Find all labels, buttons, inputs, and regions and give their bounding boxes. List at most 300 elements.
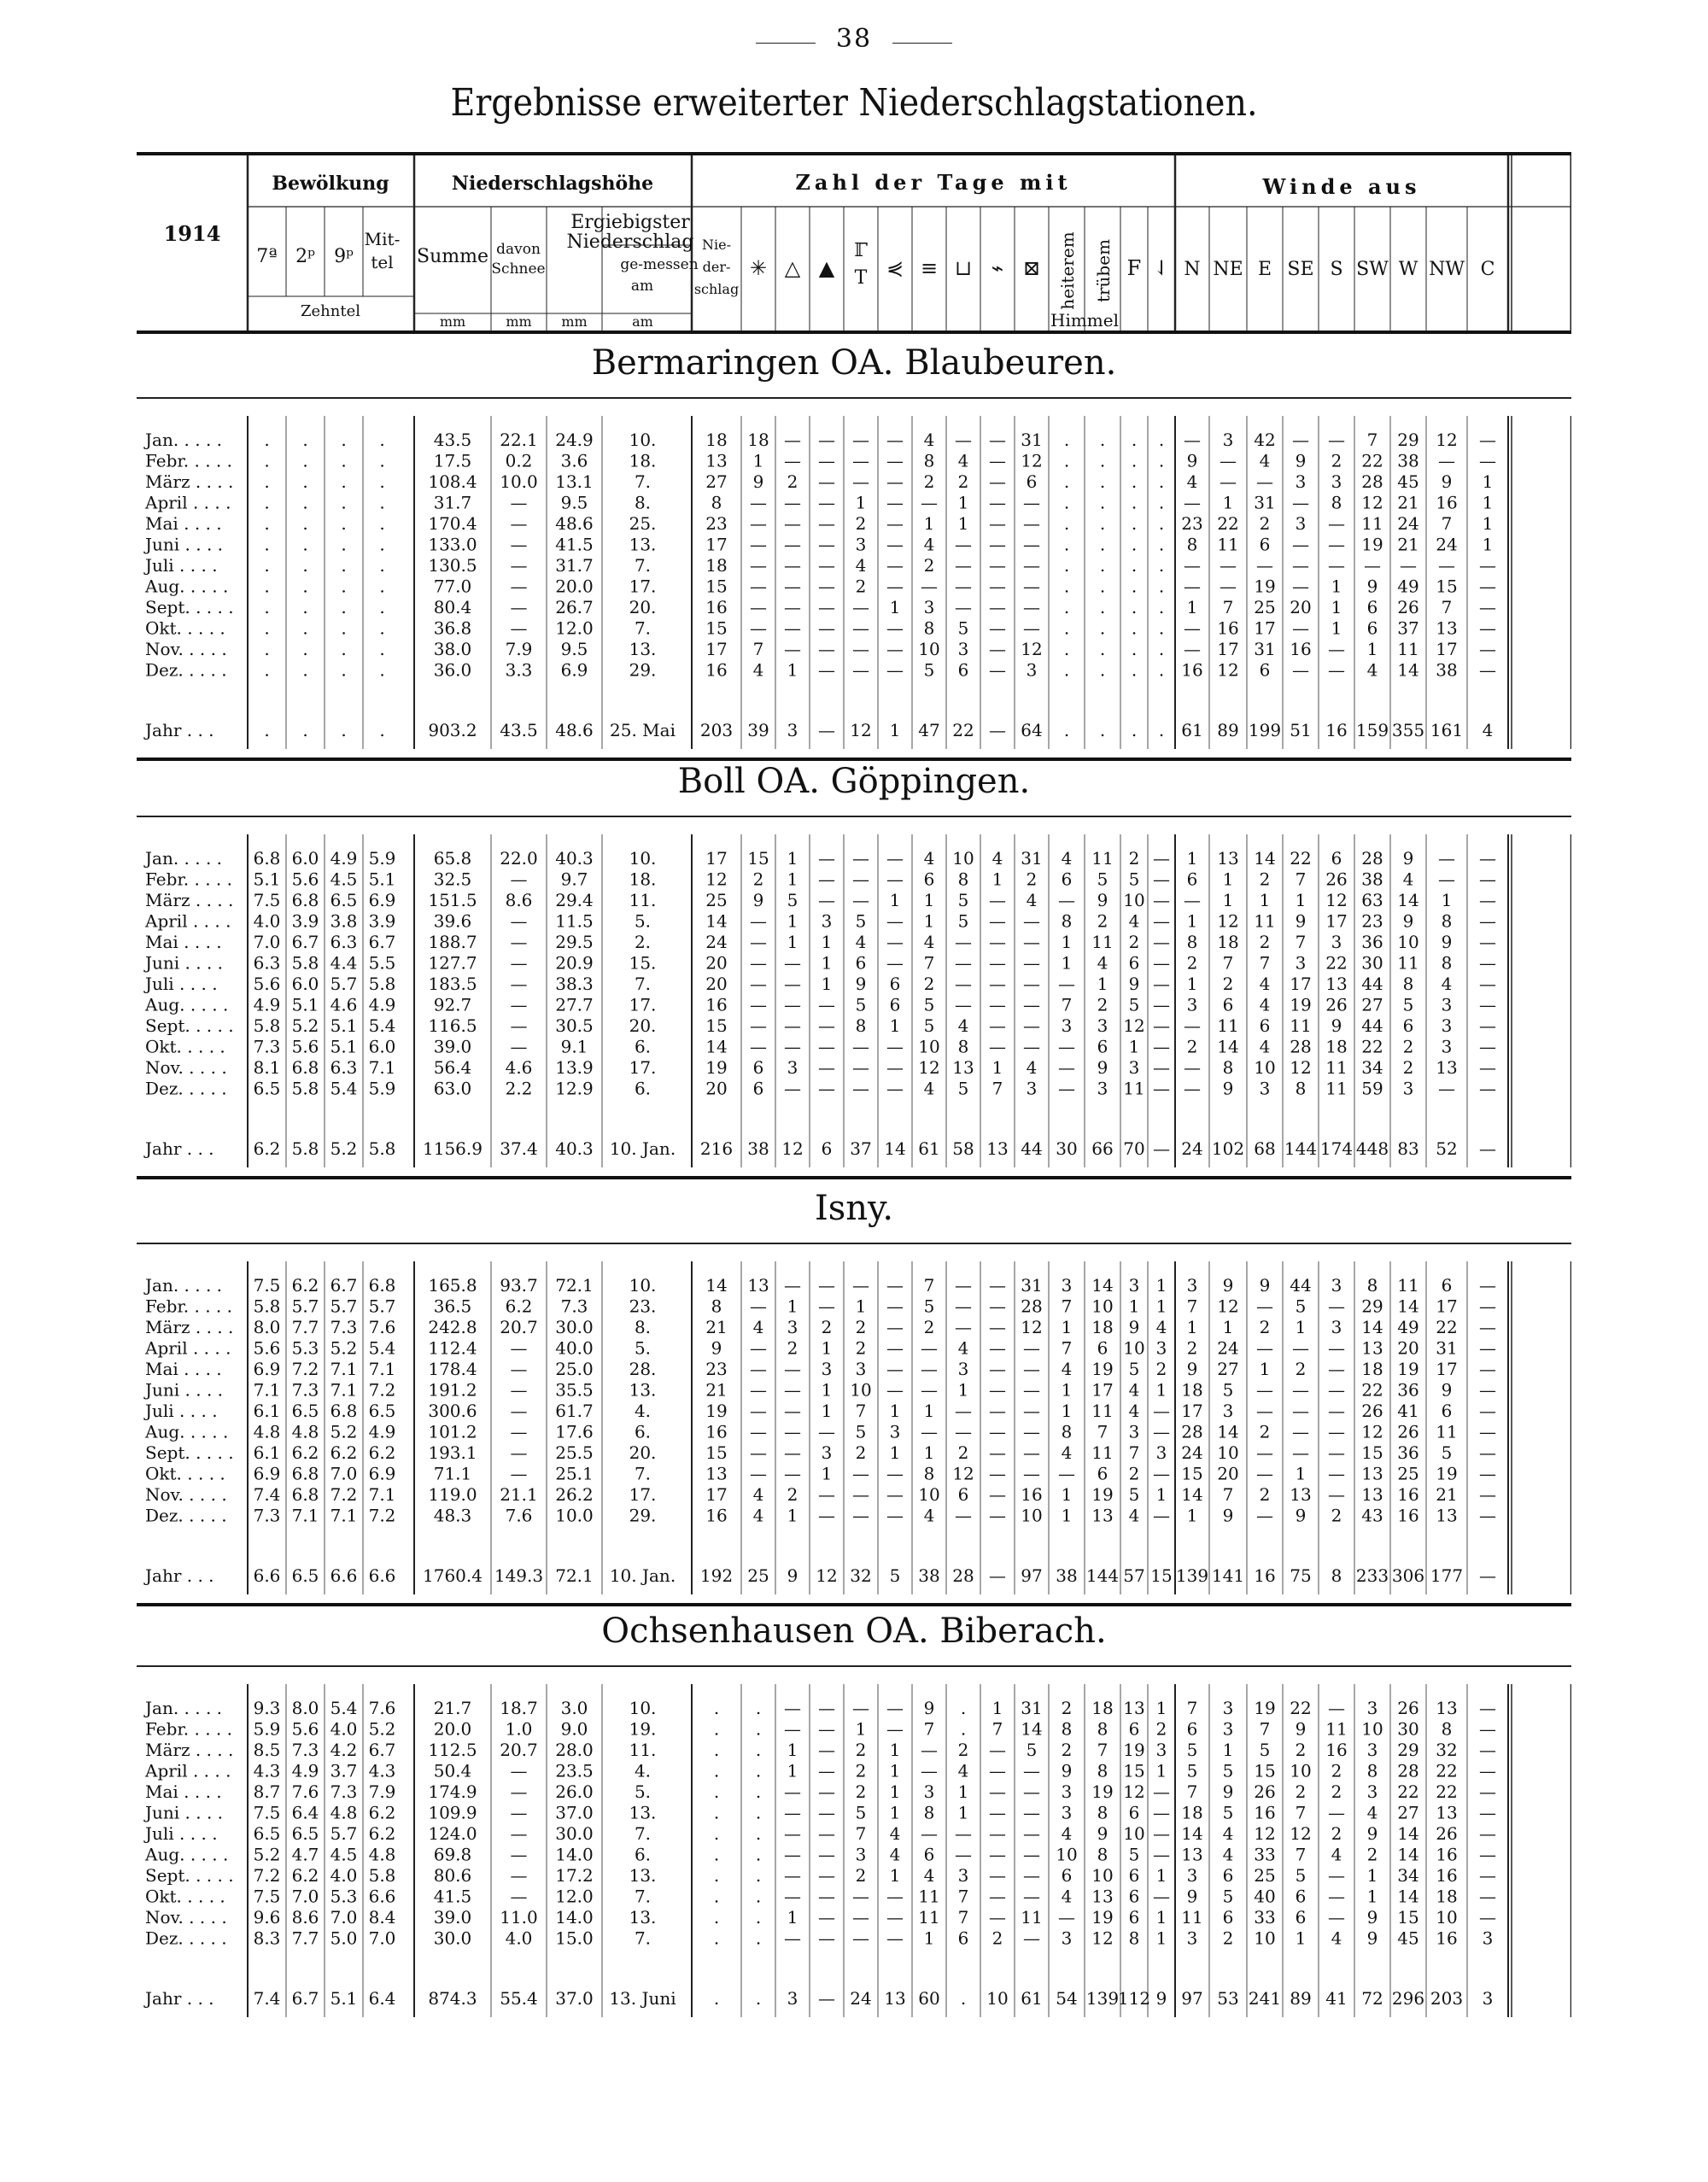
table-row-tage: — (989, 1463, 1006, 1484)
table-row-tage: — (1023, 1015, 1040, 1036)
table-row-wind: — (1479, 1275, 1496, 1296)
year-total-row-tage: 203 (699, 720, 734, 740)
table-row-bew: . (341, 471, 347, 492)
year-total-row-tage: 38 (1056, 1565, 1078, 1586)
table-row-wind: 18 (1361, 1359, 1383, 1379)
table-row-tage: . (1131, 534, 1138, 555)
table-row-tage: 8 (923, 450, 935, 471)
table-row-nied: 4. (634, 1401, 652, 1421)
table-row-wind: 17 (1254, 617, 1276, 639)
table-row-wind: 1 (1366, 1865, 1378, 1886)
table-row-wind: 13 (1290, 1484, 1312, 1505)
table-row-tage: 2 (855, 1317, 867, 1337)
table-row-bew: 7.2 (330, 1484, 358, 1505)
table-row-tage: — (955, 1421, 972, 1442)
table-row-tage: 11 (1123, 1078, 1145, 1099)
table-row-bew: . (341, 576, 347, 597)
table-row-tage: — (852, 617, 869, 639)
table-row-tage: 4 (1061, 1359, 1073, 1379)
table-row-wind: 38 (1397, 450, 1419, 471)
table-row-wind: — (1328, 1463, 1345, 1484)
year-total-row-wind: — (1479, 1565, 1496, 1586)
page-header (0, 24, 1708, 54)
table-row-tage: 19 (1091, 1484, 1114, 1505)
table-row-bew: 4.9 (253, 994, 281, 1015)
table-row-tage: 4 (752, 1505, 764, 1526)
table-row-tage: — (989, 932, 1006, 952)
table-row-wind: — (1479, 576, 1496, 597)
table-row-wind: 1 (1222, 890, 1234, 910)
table-row-wind: 26 (1397, 1698, 1419, 1718)
table-row-tage: 1 (889, 1781, 901, 1802)
table-row-tage: — (818, 513, 835, 534)
table-row-tage: . (1158, 617, 1165, 639)
table-row-tage: — (989, 1907, 1006, 1928)
table-row-bew: 7.6 (368, 1317, 396, 1337)
table-row-tage: 28 (1021, 1296, 1043, 1317)
header-tage-thunder-icon: ℾ (854, 240, 868, 261)
table-row-nied: 2.2 (505, 1078, 533, 1099)
table-row-wind: 4 (1259, 1036, 1271, 1057)
table-row-wind: — (1479, 1718, 1496, 1740)
year-total-row-wind: 83 (1397, 1138, 1419, 1159)
table-row-tage: . (1099, 659, 1106, 681)
table-row-tage: . (713, 1886, 720, 1907)
table-row-tage: — (1023, 1865, 1040, 1886)
table-row-tage: 8 (957, 869, 969, 890)
table-row-wind: — (1184, 1057, 1201, 1078)
table-row-nied: 3.6 (560, 450, 588, 471)
table-row-tage: 7 (855, 1401, 867, 1421)
table-row-wind: 6 (1222, 994, 1234, 1015)
table-row-tage: — (1153, 1802, 1170, 1823)
year-total-row-wind: 16 (1254, 1565, 1276, 1586)
table-row-tage: . (755, 1823, 762, 1844)
table-row-tage: — (989, 1802, 1006, 1823)
table-row-wind: 23 (1181, 513, 1203, 534)
table-row-tage: 3 (1026, 1078, 1038, 1099)
table-row-wind: 16 (1436, 1844, 1458, 1865)
table-row-bew: 7.3 (330, 1317, 358, 1337)
table-row-tage: 3 (923, 1781, 935, 1802)
table-row-tage: 16 (705, 597, 728, 617)
table-row-nied: 69.8 (433, 1844, 472, 1865)
table-row-tage: 27 (705, 471, 728, 492)
table-row-tage: — (989, 1740, 1006, 1760)
table-row-tage: 4 (1061, 848, 1073, 869)
table-row-wind: 26 (1254, 1781, 1276, 1802)
table-row-tage: 1 (821, 932, 833, 952)
table-row-wind: 6 (1259, 1015, 1271, 1036)
table-row-wind: — (1292, 555, 1309, 576)
table-row-bew: 5.6 (253, 1337, 281, 1359)
table-row-nied: 13. (629, 1802, 657, 1823)
table-row-wind: — (1292, 1337, 1309, 1359)
table-row-tage: — (784, 1078, 801, 1099)
header-bew-col: 2ᵖ (295, 246, 315, 267)
table-row-nied: 22.1 (500, 430, 538, 450)
table-row-tage: 9 (1128, 974, 1140, 994)
table-row-tage: — (989, 1359, 1006, 1379)
table-row-tage: 1 (1061, 1317, 1073, 1337)
table-row-nied: — (510, 1379, 528, 1401)
table-row-wind: 42 (1254, 430, 1276, 450)
table-row-wind: 19 (1397, 1359, 1419, 1379)
header-tage-truebem: trübem (1093, 238, 1114, 303)
table-row-wind: 1 (1441, 890, 1453, 910)
table-row-wind: 33 (1254, 1907, 1276, 1928)
table-row-tage: . (1099, 430, 1106, 450)
table-row-tage: 1 (787, 1760, 798, 1781)
table-row-tage: — (886, 1275, 904, 1296)
table-row-wind: 9 (1366, 1907, 1378, 1928)
table-row-bew: 6.8 (291, 1463, 319, 1484)
header-nied-ergiebigster: Niederschlag (566, 231, 694, 253)
table-row-nied: 13.9 (555, 1057, 594, 1078)
table-row-tage: 1 (889, 1802, 901, 1823)
table-row-wind: — (1328, 1802, 1345, 1823)
table-row-wind: — (1479, 1907, 1496, 1928)
table-row-wind: 11 (1181, 1907, 1203, 1928)
station-table (137, 817, 1571, 1176)
table-row-nied: 124.0 (428, 1823, 477, 1844)
table-row-tage: 2 (855, 1740, 867, 1760)
table-row-tage: — (989, 1379, 1006, 1401)
table-row-nied: 32.5 (433, 869, 472, 890)
year-total-row-wind: 144 (1284, 1138, 1318, 1159)
table-row-nied: 65.8 (433, 848, 472, 869)
table-row-tage: — (989, 450, 1006, 471)
table-row-wind: 11 (1436, 1421, 1458, 1442)
table-row-tage: . (713, 1760, 720, 1781)
year-total-row-tage: 70 (1123, 1138, 1145, 1159)
table-row-wind: 12 (1436, 430, 1458, 450)
table-row-nied: 112.5 (428, 1740, 477, 1760)
table-row-tage: . (1131, 513, 1138, 534)
table-row-wind: 12 (1217, 910, 1239, 932)
table-row-bew: . (302, 597, 308, 617)
table-row-wind: 3 (1441, 1036, 1453, 1057)
table-row-wind: 34 (1397, 1865, 1419, 1886)
table-row-nied: 17.6 (555, 1421, 594, 1442)
table-row-wind: 3 (1366, 1781, 1378, 1802)
table-row-tage: 5 (787, 890, 798, 910)
table-row-wind: 22 (1436, 1781, 1458, 1802)
table-row-tage: — (1023, 1844, 1040, 1865)
table-row-tage: — (989, 555, 1006, 576)
table-row-wind: — (1479, 1296, 1496, 1317)
year-total-row-bew: 6.6 (330, 1565, 358, 1586)
table-row-wind: 12 (1290, 1823, 1312, 1844)
table-row-tage: — (852, 1505, 869, 1526)
table-row-month: Dez. . . . . (145, 1078, 227, 1099)
table-row-wind: 19 (1436, 1463, 1458, 1484)
table-row-bew: 6.1 (253, 1442, 281, 1463)
table-row-bew: 4.9 (368, 994, 396, 1015)
table-row-tage: . (755, 1760, 762, 1781)
table-row-nied: 10.0 (500, 471, 538, 492)
table-row-wind: 13 (1436, 1698, 1458, 1718)
table-row-tage: — (1023, 1823, 1040, 1844)
table-row-bew: 4.5 (330, 869, 358, 890)
table-row-tage: — (1058, 1057, 1075, 1078)
table-row-bew: 3.7 (330, 1760, 358, 1781)
header-nied-unit: mm (561, 313, 588, 330)
table-row-wind: 12 (1217, 659, 1239, 681)
table-row-tage: — (818, 1296, 835, 1317)
table-row-month: Jan. . . . . (145, 430, 223, 450)
table-row-bew: 6.2 (368, 1442, 396, 1463)
table-row-bew: 6.3 (253, 952, 281, 974)
table-row-wind: 15 (1361, 1442, 1383, 1463)
table-row-wind: 1 (1222, 869, 1234, 890)
table-row-tage: — (818, 1421, 835, 1442)
table-row-wind: 13 (1181, 1844, 1203, 1865)
table-row-month: Sept. . . . . (145, 1865, 234, 1886)
table-row-tage: — (921, 1337, 938, 1359)
table-row-wind: 2 (1366, 1844, 1378, 1865)
table-row-wind: 17 (1217, 639, 1239, 659)
table-row-wind: 3 (1441, 1015, 1453, 1036)
year-total-row-tage: 12 (850, 720, 872, 740)
table-row-bew: 4.2 (330, 1740, 358, 1760)
table-row-nied: 7. (634, 555, 652, 576)
header-nied-gemessen: am (630, 278, 654, 295)
table-row-nied: 170.4 (428, 513, 477, 534)
table-row-tage: — (989, 1275, 1006, 1296)
table-row-tage: 1 (787, 1907, 798, 1928)
table-row-tage: — (1023, 1802, 1040, 1823)
table-row-wind: 5 (1222, 1886, 1234, 1907)
table-row-tage: . (713, 1823, 720, 1844)
table-row-wind: 16 (1290, 639, 1312, 659)
table-row-tage: — (989, 974, 1006, 994)
table-row-tage: — (750, 1015, 767, 1036)
table-row-wind: 1 (1222, 1317, 1234, 1337)
table-row-wind: 11 (1254, 910, 1276, 932)
table-row-bew: 7.5 (253, 1275, 281, 1296)
table-row-wind: 14 (1217, 1421, 1239, 1442)
table-row-wind: 4 (1222, 1823, 1234, 1844)
table-row-wind: 1 (1482, 471, 1494, 492)
table-row-tage: — (818, 492, 835, 513)
table-row-bew: 6.8 (291, 890, 319, 910)
table-row-wind: 26 (1397, 597, 1419, 617)
table-row-wind: 7 (1186, 1698, 1198, 1718)
table-row-tage: 6 (923, 1844, 935, 1865)
table-row-bew: 6.1 (253, 1401, 281, 1421)
table-row-tage: — (852, 1078, 869, 1099)
table-row-wind: — (1184, 492, 1201, 513)
table-row-tage: 3 (1128, 1421, 1140, 1442)
table-row-wind: 7 (1259, 952, 1271, 974)
table-row-tage: 3 (1155, 1337, 1167, 1359)
year-total-row-wind: 4 (1482, 720, 1494, 740)
table-row-bew: . (264, 659, 270, 681)
table-row-bew: 5.7 (330, 974, 358, 994)
table-row-wind: 9 (1441, 932, 1453, 952)
table-row-tage: — (989, 1015, 1006, 1036)
table-row-month: Jan. . . . . (145, 1275, 223, 1296)
table-row-wind: — (1256, 1505, 1273, 1526)
table-row-bew: 6.8 (330, 1401, 358, 1421)
table-row-bew: 7.2 (291, 1359, 319, 1379)
table-row-tage: 16 (705, 1421, 728, 1442)
year-total-row-month: Jahr . . . (145, 1988, 214, 2009)
year-total-row-wind: 161 (1430, 720, 1464, 740)
table-row-wind: 2 (1259, 1421, 1271, 1442)
table-row-nied: 77.0 (433, 576, 472, 597)
table-row-nied: 38.0 (433, 639, 472, 659)
table-row-wind: 8 (1331, 492, 1342, 513)
table-row-tage: 1 (1061, 1401, 1073, 1421)
table-row-nied: 6. (634, 1078, 652, 1099)
table-row-tage: — (886, 555, 904, 576)
table-row-tage: — (955, 1275, 972, 1296)
table-row-tage: 9 (1061, 1760, 1073, 1781)
table-row-bew: . (302, 639, 308, 659)
table-row-tage: — (852, 1886, 869, 1907)
year-total-row-wind: 141 (1211, 1565, 1245, 1586)
table-row-tage: — (989, 639, 1006, 659)
table-row-tage: — (955, 994, 972, 1015)
table-row-tage: — (750, 952, 767, 974)
table-row-wind: — (1220, 555, 1237, 576)
table-row-tage: — (818, 1844, 835, 1865)
table-row-tage: — (852, 430, 869, 450)
header-bew-unit: Zehntel (301, 302, 360, 320)
table-row-wind: — (1328, 1337, 1345, 1359)
table-row-wind: — (1479, 848, 1496, 869)
table-row-tage: 17 (705, 848, 728, 869)
table-row-wind: 3 (1331, 471, 1342, 492)
table-row-tage: — (750, 492, 767, 513)
table-row-bew: 5.0 (330, 1928, 358, 1949)
table-row-tage: — (818, 1760, 835, 1781)
table-row-tage: 1 (923, 1928, 935, 1949)
table-row-bew: . (341, 450, 347, 471)
year-total-row-nied: 10. Jan. (609, 1138, 676, 1159)
table-row-wind: 12 (1361, 1421, 1383, 1442)
table-row-tage: 1 (957, 513, 969, 534)
table-row-wind: 19 (1290, 994, 1312, 1015)
table-row-nied: — (510, 952, 528, 974)
table-row-tage: 1 (787, 932, 798, 952)
table-row-bew: 6.0 (291, 848, 319, 869)
table-row-tage: 2 (1026, 869, 1038, 890)
table-row-tage: — (818, 555, 835, 576)
table-row-nied: 191.2 (428, 1379, 477, 1401)
table-row-nied: 9.1 (560, 1036, 588, 1057)
table-row-month: Sept. . . . . (145, 597, 234, 617)
year-total-row-tage: 61 (1021, 1988, 1043, 2009)
table-row-wind: 9 (1222, 1781, 1234, 1802)
year-total-row-tage: . (755, 1988, 762, 2009)
table-row-wind: 49 (1397, 1317, 1419, 1337)
header-bew-col: 7ª (256, 246, 278, 267)
table-row-nied: 38.3 (555, 974, 594, 994)
table-row-bew: 4.0 (330, 1865, 358, 1886)
table-row-wind: — (1479, 1015, 1496, 1036)
table-row-tage: — (852, 450, 869, 471)
table-row-nied: 20.0 (555, 576, 594, 597)
table-row-tage: 1 (889, 1760, 901, 1781)
table-row-month: Aug. . . . . (145, 994, 229, 1015)
table-row-tage: — (955, 597, 972, 617)
table-row-wind: 24 (1397, 513, 1419, 534)
table-row-tage: 1 (787, 1740, 798, 1760)
table-row-bew: . (302, 659, 308, 681)
year-total-row-tage: 139 (1085, 1988, 1120, 2009)
table-row-tage: — (886, 1886, 904, 1907)
table-row-tage: 5 (1128, 869, 1140, 890)
table-row-wind: 17 (1325, 910, 1348, 932)
table-row-tage: — (852, 848, 869, 869)
table-row-tage: — (989, 1781, 1006, 1802)
year-total-row-nied: 10. Jan. (609, 1565, 676, 1586)
table-row-wind: 5 (1222, 1760, 1234, 1781)
table-row-wind: — (1479, 659, 1496, 681)
station-table (137, 399, 1571, 758)
table-row-wind: 15 (1436, 576, 1458, 597)
table-row-tage: — (955, 1401, 972, 1421)
table-row-bew: 6.8 (291, 1057, 319, 1078)
table-row-tage: — (886, 1317, 904, 1337)
table-row-tage: — (818, 1015, 835, 1036)
table-row-nied: 7. (634, 471, 652, 492)
table-row-wind: 21 (1436, 1484, 1458, 1505)
table-row-bew: 7.1 (368, 1359, 396, 1379)
table-row-tage: — (886, 1036, 904, 1057)
table-row-wind: — (1184, 555, 1201, 576)
table-row-tage: . (1063, 576, 1070, 597)
table-row-nied: 23.5 (555, 1760, 594, 1781)
table-row-tage: 2 (1061, 1698, 1073, 1718)
table-row-tage: 1 (889, 1015, 901, 1036)
table-row-tage: — (784, 1844, 801, 1865)
table-row-wind: 16 (1325, 1740, 1348, 1760)
table-row-wind: — (1479, 1463, 1496, 1484)
table-row-tage: 6 (1128, 1886, 1140, 1907)
table-row-tage: 2 (957, 1740, 969, 1760)
table-row-tage: 18 (1091, 1317, 1114, 1337)
table-row-tage: — (784, 1401, 801, 1421)
table-row-wind: 43 (1361, 1505, 1383, 1526)
table-row-tage: — (989, 471, 1006, 492)
table-row-tage: — (1153, 1401, 1170, 1421)
table-row-month: Sept. . . . . (145, 1015, 234, 1036)
year-total-row-wind: 139 (1175, 1565, 1209, 1586)
table-row-tage: — (886, 932, 904, 952)
year-total-row-wind: 89 (1290, 1988, 1312, 2009)
table-row-tage: . (1131, 597, 1138, 617)
table-row-tage: — (750, 576, 767, 597)
table-row-wind: 25 (1254, 1865, 1276, 1886)
table-row-bew: 7.0 (253, 932, 281, 952)
table-row-tage: 1 (1155, 1865, 1167, 1886)
table-row-wind: 2 (1259, 513, 1271, 534)
table-row-tage: 1 (1155, 1484, 1167, 1505)
table-row-wind: — (1292, 534, 1309, 555)
table-row-wind: 3 (1402, 1078, 1414, 1099)
year-total-row-nied: 37.0 (555, 1988, 594, 2009)
table-row-wind: 7 (1186, 1781, 1198, 1802)
table-row-bew: 5.5 (368, 952, 396, 974)
table-row-bew: 7.7 (291, 1928, 319, 1949)
table-row-nied: 10.0 (555, 1505, 594, 1526)
table-row-nied: 7.3 (560, 1296, 588, 1317)
table-row-tage: . (1158, 639, 1165, 659)
